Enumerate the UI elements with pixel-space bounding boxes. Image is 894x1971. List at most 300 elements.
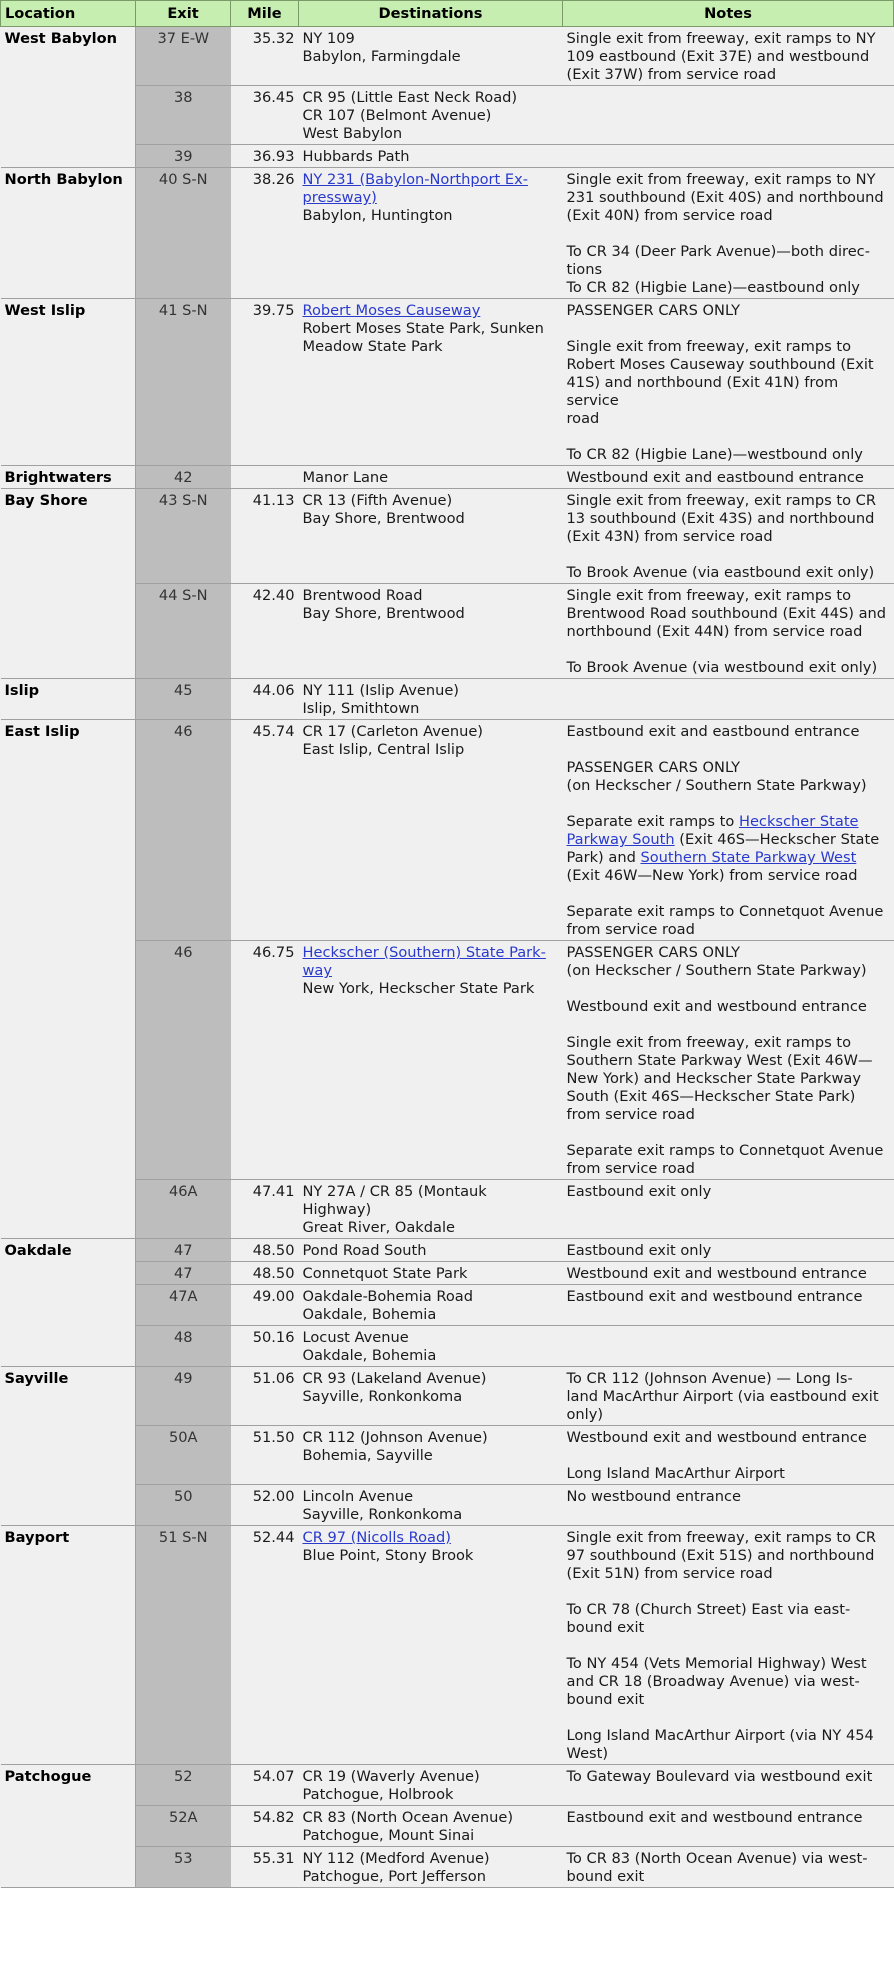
- notes-cell: [563, 941, 894, 1180]
- text-segment: Long Island MacArthur Airport: [566, 1465, 785, 1482]
- exit-number-cell: 46A: [136, 1180, 231, 1239]
- text-line: [567, 921, 890, 939]
- text-segment: West Babylon: [302, 125, 403, 142]
- text-segment: To Gateway Boulevard via westbound exit: [566, 1768, 873, 1785]
- location-cell: West Islip: [1, 299, 136, 466]
- text-segment: Babylon, Farmingdale: [302, 48, 461, 65]
- text-line: [567, 1488, 890, 1506]
- paragraph-gap: [567, 1583, 890, 1601]
- text-segment: To NY 454 (Vets Memorial Highway) West: [566, 1655, 867, 1672]
- text-segment: CR 17 (Carleton Avenue): [302, 723, 483, 740]
- text-segment: Eastbound exit only: [566, 1242, 712, 1259]
- paragraph-gap: [567, 885, 890, 903]
- text-line: [567, 849, 890, 867]
- text-line: [567, 998, 890, 1016]
- notes-cell: [563, 168, 894, 299]
- route-link[interactable]: Parkway South: [566, 831, 675, 848]
- text-segment: Lincoln Avenue: [302, 1488, 414, 1505]
- text-line: [567, 1034, 890, 1052]
- notes-cell: [563, 1180, 894, 1239]
- text-line: [567, 659, 890, 677]
- text-segment: Bay Shore, Brentwood: [302, 510, 465, 527]
- text-line: [567, 962, 890, 980]
- text-line: [567, 528, 890, 546]
- text-line: [567, 338, 890, 356]
- text-segment: CR 112 (Johnson Avenue): [302, 1429, 488, 1446]
- text-line: [567, 903, 890, 921]
- text-line: [303, 89, 559, 107]
- text-line: [567, 302, 890, 320]
- table-row: [1, 720, 894, 941]
- text-segment: CR 13 (Fifth Avenue): [302, 492, 453, 509]
- paragraph-gap: [567, 1637, 890, 1655]
- exit-number-cell: 50A: [136, 1426, 231, 1485]
- exit-number-cell: 51 S-N: [136, 1526, 231, 1765]
- text-segment: Robert Moses State Park, Sunken: [302, 320, 544, 337]
- mile-cell: 44.06: [231, 679, 299, 720]
- notes-cell: [563, 86, 894, 145]
- text-line: [567, 777, 890, 795]
- text-segment: from service road: [566, 1106, 695, 1123]
- text-line: [567, 189, 890, 207]
- text-segment: Manor Lane: [302, 469, 389, 486]
- text-segment: To CR 82 (Higbie Lane)—westbound only: [566, 446, 863, 463]
- text-segment: To Brook Avenue (via eastbound exit only): [566, 564, 875, 581]
- text-segment: (on Heckscher / Southern State Parkway): [566, 777, 867, 794]
- text-line: [567, 1183, 890, 1201]
- text-segment: To CR 82 (Higbie Lane)—eastbound only: [566, 279, 860, 296]
- exit-number-cell: 38: [136, 86, 231, 145]
- text-segment: 109 eastbound (Exit 37E) and westbound: [566, 48, 870, 65]
- mile-cell: 48.50: [231, 1262, 299, 1285]
- destinations-cell: [299, 941, 563, 1180]
- text-line: [567, 1429, 890, 1447]
- text-segment: road: [566, 410, 600, 427]
- text-line: [303, 125, 559, 143]
- text-segment: land MacArthur Airport (via eastbound exit: [566, 1388, 879, 1405]
- text-line: [567, 1547, 890, 1565]
- text-segment: only): [566, 1406, 604, 1423]
- text-line: [303, 1850, 559, 1868]
- text-segment: PASSENGER CARS ONLY: [566, 944, 741, 961]
- paragraph-gap: [567, 980, 890, 998]
- text-line: [303, 1347, 559, 1365]
- header-destinations: Destinations: [299, 1, 563, 27]
- exit-number-cell: 39: [136, 145, 231, 168]
- text-segment: Eastbound exit and westbound entrance: [566, 1288, 863, 1305]
- notes-cell: [563, 27, 894, 86]
- route-link[interactable]: Heckscher State: [738, 813, 859, 830]
- table-row: [1, 299, 894, 466]
- text-segment: Patchogue, Mount Sinai: [302, 1827, 475, 1844]
- route-link[interactable]: Southern State Parkway West: [640, 849, 857, 866]
- notes-cell: [563, 720, 894, 941]
- notes-cell: [563, 1847, 894, 1888]
- text-line: [567, 1529, 890, 1547]
- mile-cell: 49.00: [231, 1285, 299, 1326]
- location-cell: Bayport: [1, 1526, 136, 1765]
- text-segment: Westbound exit and westbound entrance: [566, 1265, 867, 1282]
- text-line: [567, 243, 890, 261]
- text-segment: northbound (Exit 44N) from service road: [566, 623, 863, 640]
- text-segment: Sayville, Ronkonkoma: [302, 1506, 463, 1523]
- text-line: [303, 171, 559, 189]
- text-segment: To CR 78 (Church Street) East via east-: [566, 1601, 851, 1618]
- notes-cell: [563, 145, 894, 168]
- text-segment: Westbound exit and westbound entrance: [566, 1429, 867, 1446]
- destinations-cell: [299, 1526, 563, 1765]
- text-line: [567, 1106, 890, 1124]
- text-segment: Single exit from freeway, exit ramps to: [566, 1034, 852, 1051]
- text-line: [303, 962, 559, 980]
- exit-number-cell: 46: [136, 941, 231, 1180]
- text-segment: Separate exit ramps to Connetquot Avenue: [566, 1142, 884, 1159]
- text-line: [303, 682, 559, 700]
- text-line: [567, 605, 890, 623]
- mile-cell: 54.82: [231, 1806, 299, 1847]
- table-row: [1, 466, 894, 489]
- text-line: [303, 207, 559, 225]
- text-line: [567, 1601, 890, 1619]
- text-line: [303, 700, 559, 718]
- text-segment: 13 southbound (Exit 43S) and northbound: [566, 510, 875, 527]
- text-line: [303, 469, 559, 487]
- text-line: [303, 944, 559, 962]
- mile-cell: 48.50: [231, 1239, 299, 1262]
- exit-number-cell: 43 S-N: [136, 489, 231, 584]
- text-segment: Great River, Oakdale: [302, 1219, 455, 1236]
- exit-number-cell: 46: [136, 720, 231, 941]
- text-line: [567, 1809, 890, 1827]
- text-line: [303, 1809, 559, 1827]
- text-line: [567, 759, 890, 777]
- exit-number-cell: 44 S-N: [136, 584, 231, 679]
- exit-number-cell: 49: [136, 1367, 231, 1426]
- text-line: [567, 510, 890, 528]
- text-line: [303, 1183, 559, 1219]
- text-segment: Single exit from freeway, exit ramps to NY: [566, 30, 876, 47]
- mile-cell: 47.41: [231, 1180, 299, 1239]
- text-line: [303, 1265, 559, 1283]
- notes-cell: [563, 1239, 894, 1262]
- text-segment: No westbound entrance: [566, 1488, 741, 1505]
- exit-number-cell: 53: [136, 1847, 231, 1888]
- text-line: [303, 320, 559, 338]
- mile-cell: 39.75: [231, 299, 299, 466]
- text-segment: bound exit: [566, 1868, 645, 1885]
- text-line: [567, 1691, 890, 1709]
- text-segment: CR 83 (North Ocean Avenue): [302, 1809, 514, 1826]
- text-line: [567, 356, 890, 374]
- text-line: [567, 1619, 890, 1637]
- text-line: [303, 1827, 559, 1845]
- text-line: [567, 30, 890, 48]
- text-segment: 41S) and northbound (Exit 41N) from service: [566, 374, 839, 409]
- text-line: [567, 1242, 890, 1260]
- text-line: [303, 189, 559, 207]
- text-segment: New York) and Heckscher State Parkway: [566, 1070, 861, 1087]
- route-link[interactable]: way: [302, 962, 333, 979]
- text-segment: CR 107 (Belmont Avenue): [302, 107, 492, 124]
- paragraph-gap: [567, 1709, 890, 1727]
- route-link[interactable]: NY 231 (Babylon-Northport Ex-: [302, 171, 529, 188]
- route-link[interactable]: Robert Moses Causeway: [302, 302, 481, 319]
- text-line: [303, 1447, 559, 1465]
- paragraph-gap: [567, 320, 890, 338]
- text-segment: Single exit from freeway, exit ramps to NY: [566, 171, 876, 188]
- text-line: [303, 30, 559, 48]
- exit-number-cell: 48: [136, 1326, 231, 1367]
- text-line: [567, 564, 890, 582]
- text-line: [303, 1329, 559, 1347]
- text-segment: Park) and: [566, 849, 641, 866]
- text-segment: NY 112 (Medford Avenue): [302, 1850, 490, 1867]
- text-line: [303, 48, 559, 66]
- text-segment: Islip, Smithtown: [302, 700, 420, 717]
- location-cell: Sayville: [1, 1367, 136, 1526]
- text-segment: (Exit 46W—New York) from service road: [566, 867, 858, 884]
- notes-cell: [563, 299, 894, 466]
- text-segment: South (Exit 46S—Heckscher State Park): [566, 1088, 856, 1105]
- location-cell: Oakdale: [1, 1239, 136, 1367]
- text-line: [567, 1370, 890, 1388]
- text-line: [567, 723, 890, 741]
- text-segment: Robert Moses Causeway southbound (Exit: [566, 356, 874, 373]
- text-segment: (Exit 40N) from service road: [566, 207, 773, 224]
- location-cell: Brightwaters: [1, 466, 136, 489]
- text-segment: Bohemia, Sayville: [302, 1447, 433, 1464]
- route-link[interactable]: CR 97 (Nicolls Road): [302, 1529, 451, 1546]
- location-cell: Islip: [1, 679, 136, 720]
- text-line: [567, 446, 890, 464]
- text-segment: NY 111 (Islip Avenue): [302, 682, 459, 699]
- text-segment: (Exit 43N) from service road: [566, 528, 773, 545]
- text-segment: Single exit from freeway, exit ramps to: [566, 338, 852, 355]
- text-segment: CR 19 (Waverly Avenue): [302, 1768, 480, 1785]
- exit-number-cell: 47A: [136, 1285, 231, 1326]
- text-segment: Westbound exit and westbound entrance: [566, 998, 867, 1015]
- destinations-cell: [299, 168, 563, 299]
- text-line: [303, 148, 559, 166]
- text-line: [567, 374, 890, 410]
- text-segment: Locust Avenue: [302, 1329, 409, 1346]
- destinations-cell: [299, 466, 563, 489]
- text-line: [567, 1288, 890, 1306]
- mile-cell: 46.75: [231, 941, 299, 1180]
- notes-cell: [563, 1526, 894, 1765]
- text-segment: To Brook Avenue (via westbound exit only): [566, 659, 878, 676]
- text-segment: NY 109: [302, 30, 355, 47]
- notes-cell: [563, 1485, 894, 1526]
- exit-number-cell: 41 S-N: [136, 299, 231, 466]
- text-segment: NY 27A / CR 85 (Montauk Highway): [302, 1183, 487, 1218]
- destinations-cell: [299, 1180, 563, 1239]
- text-segment: To CR 112 (Johnson Avenue) — Long Is-: [566, 1370, 853, 1387]
- table-header-row: [1, 1, 894, 27]
- text-segment: Single exit from freeway, exit ramps to: [566, 587, 852, 604]
- text-line: [303, 1288, 559, 1306]
- text-line: [567, 1388, 890, 1406]
- exit-number-cell: 50: [136, 1485, 231, 1526]
- text-line: [303, 1242, 559, 1260]
- notes-cell: [563, 466, 894, 489]
- paragraph-gap: [567, 1016, 890, 1034]
- notes-cell: [563, 1326, 894, 1367]
- text-segment: 97 southbound (Exit 51S) and northbound: [566, 1547, 875, 1564]
- destinations-cell: [299, 1847, 563, 1888]
- table-row: [1, 679, 894, 720]
- text-segment: Westbound exit and eastbound entrance: [566, 469, 864, 486]
- paragraph-gap: [567, 1447, 890, 1465]
- destinations-cell: [299, 1285, 563, 1326]
- text-segment: Patchogue, Holbrook: [302, 1786, 454, 1803]
- table-row: [1, 27, 894, 86]
- paragraph-gap: [567, 1124, 890, 1142]
- mile-cell: 38.26: [231, 168, 299, 299]
- text-segment: Single exit from freeway, exit ramps to CR: [566, 1529, 877, 1546]
- paragraph-gap: [567, 641, 890, 659]
- destinations-cell: [299, 679, 563, 720]
- text-line: [303, 1219, 559, 1237]
- notes-cell: [563, 584, 894, 679]
- text-segment: (Exit 46S—Heckscher State: [674, 831, 880, 848]
- text-segment: Brentwood Road: [302, 587, 423, 604]
- text-line: [303, 723, 559, 741]
- destinations-cell: [299, 1485, 563, 1526]
- destinations-cell: [299, 1239, 563, 1262]
- text-line: [567, 1673, 890, 1691]
- text-segment: Single exit from freeway, exit ramps to CR: [566, 492, 877, 509]
- paragraph-gap: [567, 225, 890, 243]
- table-row: [1, 1367, 894, 1426]
- text-line: [567, 1727, 890, 1745]
- text-line: [303, 1306, 559, 1324]
- text-segment: (on Heckscher / Southern State Parkway): [566, 962, 867, 979]
- notes-cell: [563, 1262, 894, 1285]
- text-line: [567, 261, 890, 279]
- text-line: [567, 1850, 890, 1868]
- mile-cell: 55.31: [231, 1847, 299, 1888]
- route-link[interactable]: pressway): [302, 189, 377, 206]
- text-line: [567, 944, 890, 962]
- destinations-cell: [299, 489, 563, 584]
- destinations-cell: [299, 27, 563, 86]
- notes-cell: [563, 489, 894, 584]
- text-segment: Connetquot State Park: [302, 1265, 468, 1282]
- text-line: [303, 587, 559, 605]
- exit-number-cell: 52: [136, 1765, 231, 1806]
- text-segment: Oakdale, Bohemia: [302, 1306, 437, 1323]
- text-segment: Meadow State Park: [302, 338, 443, 355]
- text-segment: Eastbound exit and westbound entrance: [566, 1809, 863, 1826]
- text-segment: Sayville, Ronkonkoma: [302, 1388, 463, 1405]
- text-segment: 231 southbound (Exit 40S) and northbound: [566, 189, 884, 206]
- mile-cell: 42.40: [231, 584, 299, 679]
- text-segment: Separate exit ramps to: [566, 813, 739, 830]
- mile-cell: 36.45: [231, 86, 299, 145]
- table-row: [1, 489, 894, 584]
- text-line: [567, 492, 890, 510]
- text-line: [567, 1465, 890, 1483]
- text-segment: Southern State Parkway West (Exit 46W—: [566, 1052, 873, 1069]
- text-line: [567, 1655, 890, 1673]
- text-segment: Eastbound exit only: [566, 1183, 712, 1200]
- notes-cell: [563, 1765, 894, 1806]
- text-line: [303, 1768, 559, 1786]
- destinations-cell: [299, 1367, 563, 1426]
- destinations-cell: [299, 1426, 563, 1485]
- text-segment: from service road: [566, 1160, 695, 1177]
- text-line: [567, 1052, 890, 1070]
- route-link[interactable]: Heckscher (Southern) State Park-: [302, 944, 546, 961]
- text-line: [567, 867, 890, 885]
- text-line: [567, 1768, 890, 1786]
- destinations-cell: [299, 299, 563, 466]
- text-line: [303, 1488, 559, 1506]
- text-segment: East Islip, Central Islip: [302, 741, 465, 758]
- text-line: [303, 741, 559, 759]
- text-segment: Brentwood Road southbound (Exit 44S) and: [566, 605, 887, 622]
- text-line: [567, 1265, 890, 1283]
- text-line: [567, 66, 890, 84]
- text-line: [303, 1547, 559, 1565]
- mile-cell: 52.00: [231, 1485, 299, 1526]
- mile-cell: 52.44: [231, 1526, 299, 1765]
- location-cell: Bay Shore: [1, 489, 136, 679]
- notes-cell: [563, 1367, 894, 1426]
- exit-number-cell: 40 S-N: [136, 168, 231, 299]
- text-line: [567, 813, 890, 831]
- table-row: [1, 1239, 894, 1262]
- text-line: [567, 1070, 890, 1088]
- text-line: [303, 338, 559, 356]
- text-segment: CR 95 (Little East Neck Road): [302, 89, 518, 106]
- text-line: [303, 1429, 559, 1447]
- mile-cell: 50.16: [231, 1326, 299, 1367]
- text-segment: West): [566, 1745, 609, 1762]
- text-line: [303, 1868, 559, 1886]
- text-line: [567, 587, 890, 605]
- text-line: [303, 492, 559, 510]
- notes-cell: [563, 1285, 894, 1326]
- text-segment: bound exit: [566, 1619, 645, 1636]
- text-segment: Pond Road South: [302, 1242, 427, 1259]
- mile-cell: 45.74: [231, 720, 299, 941]
- text-segment: Blue Point, Stony Brook: [302, 1547, 474, 1564]
- paragraph-gap: [567, 428, 890, 446]
- notes-cell: [563, 1426, 894, 1485]
- mile-cell: 35.32: [231, 27, 299, 86]
- text-line: [567, 279, 890, 297]
- text-segment: (Exit 51N) from service road: [566, 1565, 773, 1582]
- location-cell: West Babylon: [1, 27, 136, 168]
- text-segment: Babylon, Huntington: [302, 207, 453, 224]
- table-body: [1, 27, 894, 1888]
- destinations-cell: [299, 1262, 563, 1285]
- header-location: Location: [1, 1, 136, 27]
- text-line: [567, 1565, 890, 1583]
- text-line: [303, 1506, 559, 1524]
- text-segment: Oakdale, Bohemia: [302, 1347, 437, 1364]
- text-segment: Patchogue, Port Jefferson: [302, 1868, 486, 1885]
- text-line: [567, 410, 890, 428]
- text-line: [303, 605, 559, 623]
- text-line: [567, 1745, 890, 1763]
- text-segment: To CR 34 (Deer Park Avenue)—both direc-: [566, 243, 870, 260]
- mile-cell: 41.13: [231, 489, 299, 584]
- table-row: [1, 168, 894, 299]
- text-line: [303, 980, 559, 998]
